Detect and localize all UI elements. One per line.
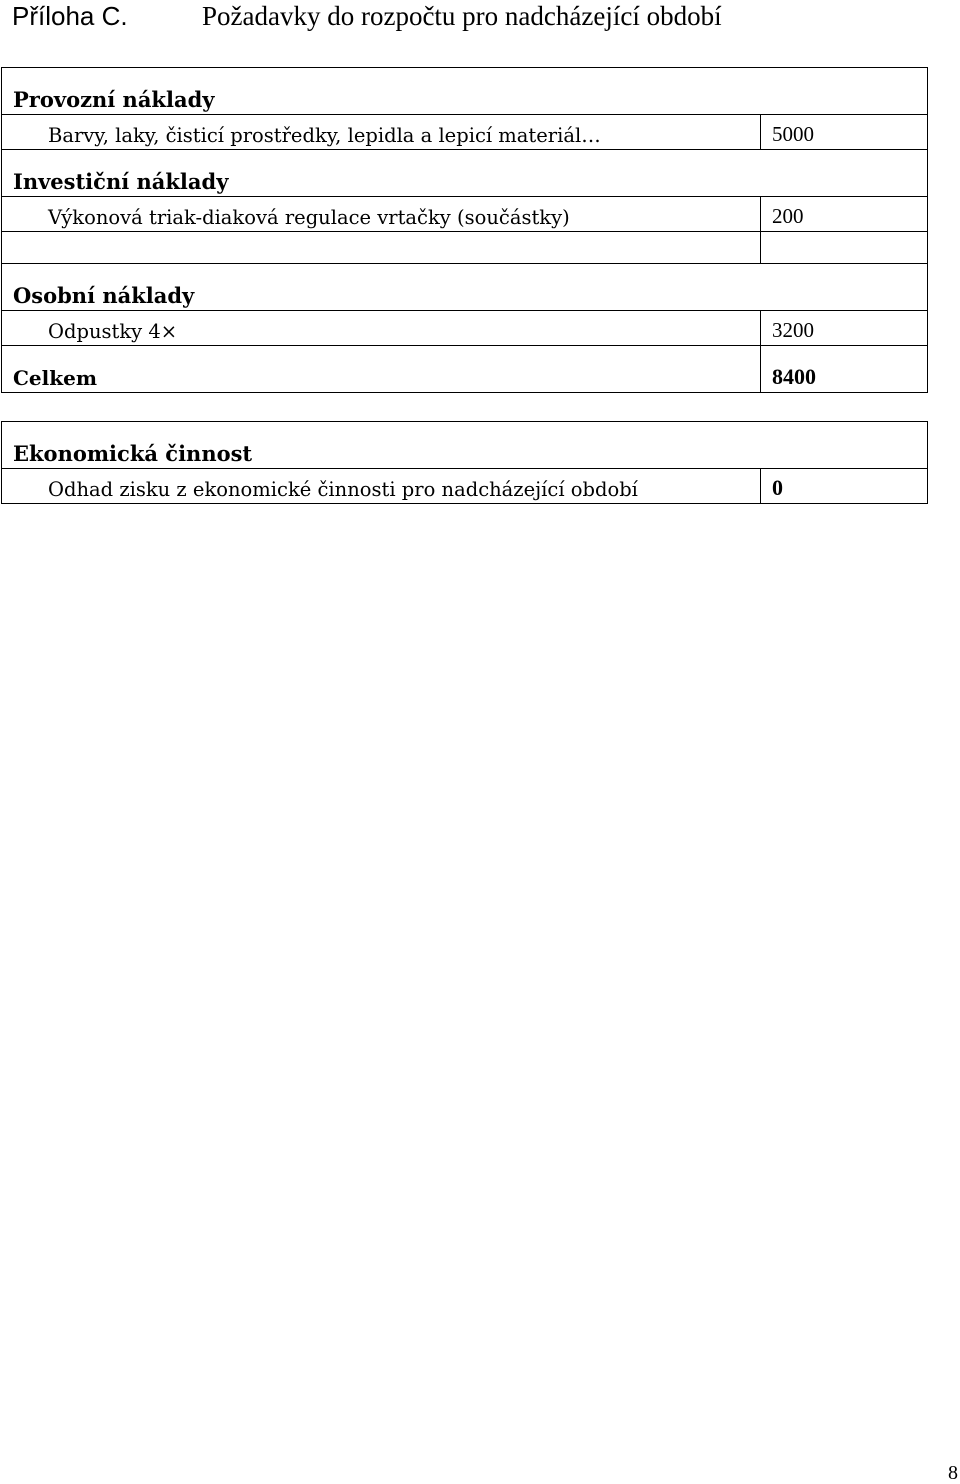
item-label: Barvy, laky, čisticí prostředky, lepidla a lepicí materiál… — [2, 115, 761, 150]
total-label: Celkem — [2, 346, 761, 393]
item-label: Odpustky 4× — [2, 311, 761, 346]
total-row — [2, 346, 928, 393]
section-title-investment: Investiční náklady — [2, 150, 928, 197]
section-title-economic: Ekonomická činnost — [2, 422, 928, 469]
page-title: Požadavky do rozpočtu pro nadcházející období — [202, 1, 722, 31]
section-title-operating: Provozní náklady — [2, 68, 928, 115]
item-value: 5000 — [761, 115, 928, 150]
section-row-personal — [2, 264, 928, 311]
section-row-economic — [2, 422, 928, 469]
item-value: 0 — [761, 469, 928, 504]
item-value: 200 — [761, 197, 928, 232]
economic-activity-table — [1, 421, 928, 504]
item-value: 3200 — [761, 311, 928, 346]
table-row — [2, 115, 928, 150]
item-label: Výkonová triak-diaková regulace vrtačky (součástky) — [2, 197, 761, 232]
empty-row — [2, 232, 928, 264]
page-number: 8 — [948, 1462, 958, 1484]
section-row-investment — [2, 150, 928, 197]
table-row — [2, 469, 928, 504]
section-title-personal: Osobní náklady — [2, 264, 928, 311]
section-row-operating — [2, 68, 928, 115]
item-label: Odhad zisku z ekonomické činnosti pro nadcházející období — [2, 469, 761, 504]
empty-cell — [2, 232, 761, 264]
empty-cell — [761, 232, 928, 264]
table-row — [2, 311, 928, 346]
page-heading — [12, 0, 722, 40]
table-row — [2, 197, 928, 232]
budget-table — [1, 67, 928, 393]
appendix-label: Příloha C. — [12, 1, 128, 31]
total-value: 8400 — [761, 346, 928, 393]
